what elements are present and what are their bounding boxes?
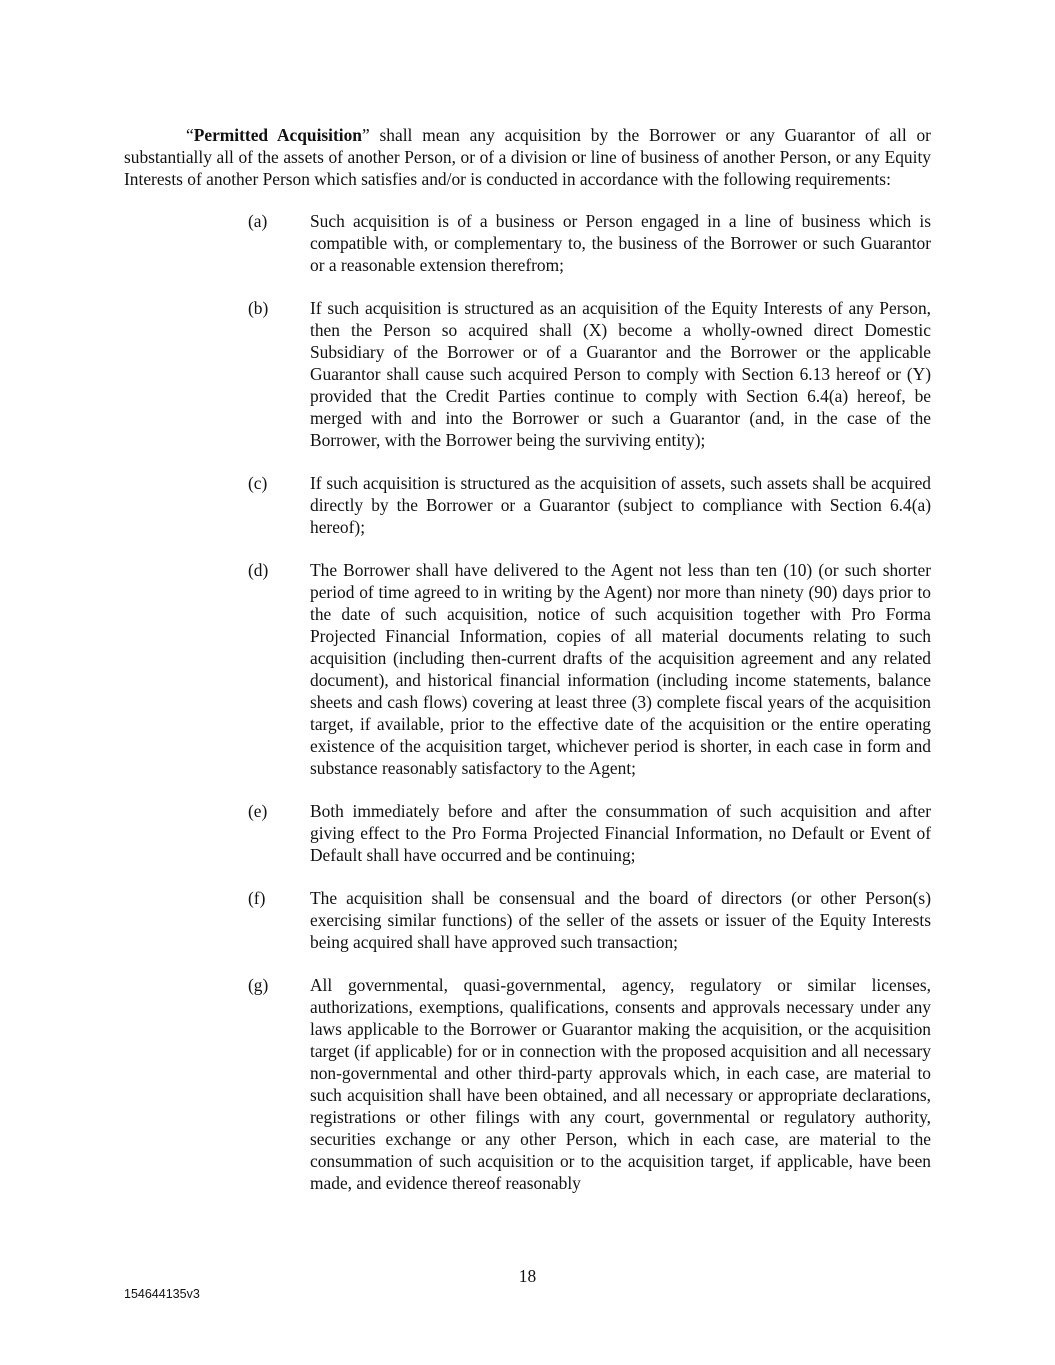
page-number: 18: [518, 1266, 537, 1286]
clause-text: All governmental, quasi-governmental, agency, regulatory or similar licenses, authorizations, exemptions, qualifications, consents and approvals necessary under any laws applicable to the Borrower or Guarantor making the acquisition, or the acquisition target (if applicable) for or in connection with the proposed acquisition and all necessary non-governmental and other third-party approvals which, in each case, are material to such acquisition shall have been obtained, and all necessary or appropriate declarations, registrations or other filings with any court, governmental or regulatory authority, securities exchange or any other Person, which in each case, are material to the consummation of such acquisition or to the acquisition target, if applicable, have been made, and evidence thereof reasonably: [310, 975, 931, 1193]
definition-body: shall mean any acquisition by the Borrower or any Guarantor of all or substantially all of the assets of another Person, or of a division or line of business of another Person, or any Equity Interests of another Person which satisfies and/or is conducted in accordance with the following requirements:: [124, 125, 931, 189]
clause-text: Both immediately before and after the consummation of such acquisition and after giving effect to the Pro Forma Projected Financial Information, no Default or Event of Default shall have occurred and be continuing;: [310, 801, 931, 865]
clause-text: The acquisition shall be consensual and the board of directors (or other Person(s) exercising similar functions) of the seller of the assets or issuer of the Equity Interests being acquired shall have approved such transaction;: [310, 888, 931, 952]
clause-f: [124, 887, 931, 953]
document-id: 154644135v3: [124, 1287, 200, 1301]
defined-term: Permitted Acquisition: [193, 125, 362, 145]
clause-d: [124, 559, 931, 779]
clause-text: If such acquisition is structured as an acquisition of the Equity Interests of any Person, then the Person so acquired shall (X) become a wholly-owned direct Domestic Subsidiary of the Borrower or of a Guarantor and the Borrower or the applicable Guarantor shall cause such acquired Person to comply with Section 6.13 hereof or (Y) provided that the Credit Parties continue to comply with Section 6.4(a) hereof, be merged with and into the Borrower or such a Guarantor (and, in the case of the Borrower, with the Borrower being the surviving entity);: [310, 298, 931, 450]
clause-text: The Borrower shall have delivered to the Agent not less than ten (10) (or such shorter period of time agreed to in writing by the Agent) nor more than ninety (90) days prior to the date of such acquisition, notice of such acquisition together with Pro Forma Projected Financial Information, copies of all material documents relating to such acquisition (including then-current drafts of the acquisition agreement and any related document), and historical financial information (including income statements, balance sheets and cash flows) covering at least three (3) complete fiscal years of the acquisition target, if available, prior to the effective date of the acquisition or the entire operating existence of the acquisition target, whichever period is shorter, in each case in form and substance reasonably satisfactory to the Agent;: [310, 560, 931, 778]
definition-close-quote: ”: [361, 125, 370, 145]
clause-label: (f): [248, 888, 266, 908]
document-page: [124, 124, 931, 1215]
clause-b: [124, 297, 931, 451]
definition-paragraph: [124, 124, 931, 190]
clause-text: If such acquisition is structured as the acquisition of assets, such assets shall be acquired directly by the Borrower or a Guarantor (subject to compliance with Section 6.4(a) hereof);: [310, 473, 931, 537]
clause-text: Such acquisition is of a business or Person engaged in a line of business which is compatible with, or complementary to, the business of the Borrower or such Guarantor or a reasonable extension therefrom;: [310, 211, 931, 275]
definition-open-quote: “: [186, 125, 194, 145]
clause-label: (g): [248, 975, 269, 995]
clause-label: (b): [248, 298, 269, 318]
clause-label: (a): [248, 211, 268, 231]
clause-label: (e): [248, 801, 268, 821]
clause-g: [124, 974, 931, 1194]
clause-a: [124, 210, 931, 276]
clause-c: [124, 472, 931, 538]
clause-label: (d): [248, 560, 269, 580]
clause-e: [124, 800, 931, 866]
clause-label: (c): [248, 473, 268, 493]
